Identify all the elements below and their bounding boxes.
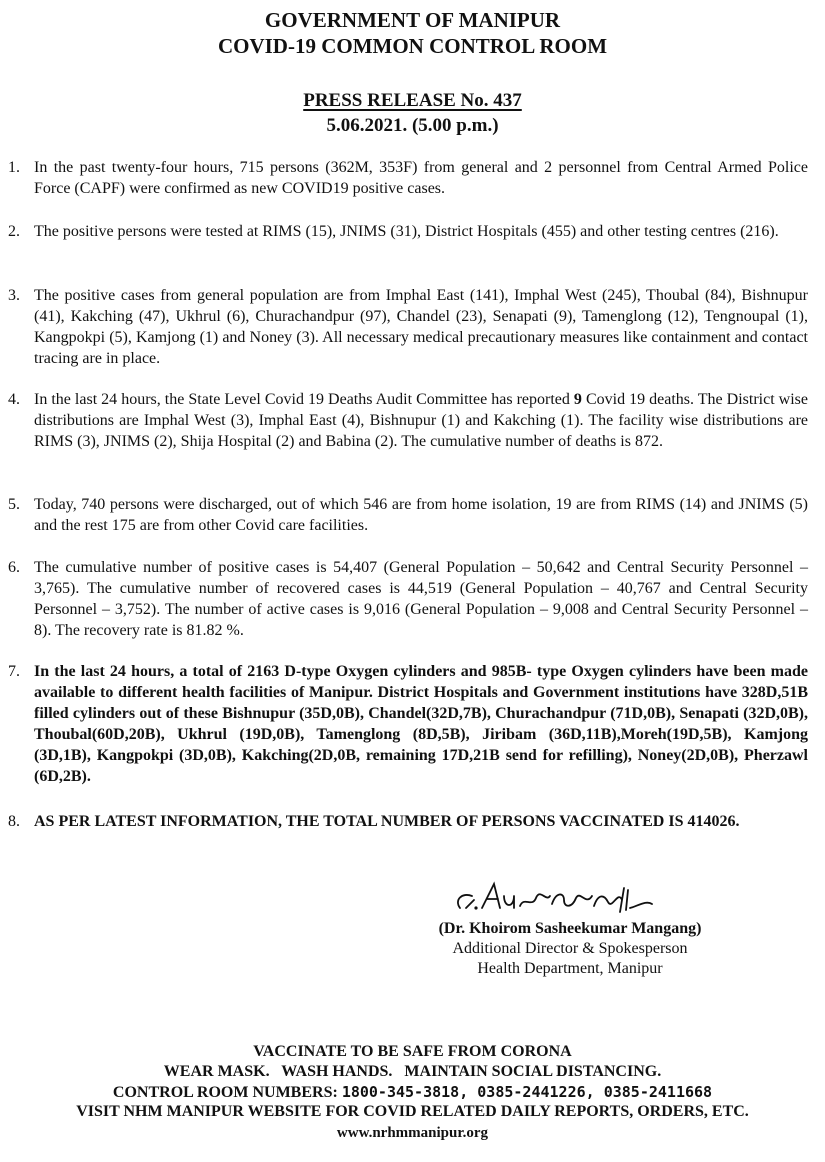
footer-vaccinate: VACCINATE TO BE SAFE FROM CORONA (253, 1043, 572, 1060)
press-release-number: PRESS RELEASE No. 437 (303, 90, 522, 111)
list-item (8, 661, 808, 787)
item-text: In the past twenty-four hours, 715 persons (362M, 353F) from general and 2 personnel from Central Armed Police Force (CAPF) were confirmed as new COVID19 positive cases. (34, 159, 808, 197)
item-number: 1. (8, 159, 20, 176)
footer-website-notice: VISIT NHM MANIPUR WEBSITE FOR COVID RELATED DAILY REPORTS, ORDERS, ETC. (76, 1103, 749, 1120)
signatory-designation: Additional Director & Spokesperson (452, 940, 688, 957)
item-number: 2. (8, 223, 20, 240)
item-number: 4. (8, 391, 20, 408)
item-text: In the last 24 hours, a total of 2163 D-type Oxygen cylinders and 985B- type Oxygen cylinders have been made available to different health facilities of Manipur. District Hospitals and Government institutions have 328D,51B filled cylinders out of these Bishnupur (35D,0B), Chandel(32D,7B), Churachandpur (71D,0B), Senapati (32D,0B), Thoubal(60D,20B), Ukhrul (19D,0B), Tamenglong (8D,5B), Jiribam (36D,11B),Moreh(19D,5B), Kamjong (3D,1B), Kangpokpi (3D,0B), Kakching(2D,0B, remaining 17D,21B send for refilling), Noney(2D,0B), Pherzawl (6D,2B). (34, 663, 808, 785)
item-number: 6. (8, 559, 20, 576)
item-text: AS PER LATEST INFORMATION, THE TOTAL NUMBER OF PERSONS VACCINATED IS 414026. (34, 813, 740, 830)
list-item (8, 494, 808, 536)
list-item (8, 389, 808, 452)
signatory-name: (Dr. Khoirom Sasheekumar Mangang) (438, 920, 702, 937)
header-government: GOVERNMENT OF MANIPUR (264, 8, 561, 32)
item-number: 3. (8, 287, 20, 304)
list-item (8, 285, 808, 369)
item-text: In the last 24 hours, the State Level Covid 19 Deaths Audit Committee has reported 9 Covid 19 deaths. The District wise distributions are Imphal West (3), Imphal East (4), Bishnupur (1) and Kakching (1). The facility wise distributions are RIMS (3), JNIMS (2), Shija Hospital (2) and Babina (2). The cumulative number of deaths is 872. (34, 391, 809, 450)
item-number: 7. (8, 663, 20, 680)
item-text: The positive cases from general population are from Imphal East (141), Imphal West (245), Thoubal (84), Bishnupur (41), Kakching (47), Ukhrul (6), Churachandpur (97), Chandel (23), Senapati (9), Tamenglong (12), Tengnoupal (1), Kangpokpi (5), Kamjong (1) and Noney (3). All necessary medical precautionary measures like containment and contact tracing are in place. (34, 287, 808, 367)
item-number: 5. (8, 496, 20, 513)
item-text: The positive persons were tested at RIMS (15), JNIMS (31), District Hospitals (455) and other testing centres (216). (34, 223, 779, 240)
header-control-room: COVID-19 COMMON CONTROL ROOM (217, 34, 608, 58)
list-item (8, 157, 808, 199)
footer-safety-advice: WEAR MASK. WASH HANDS. MAINTAIN SOCIAL DISTANCING. (163, 1063, 662, 1080)
item-text: The cumulative number of positive cases is 54,407 (General Population – 50,642 and Central Security Personnel – 3,765). The cumulative number of recovered cases is 44,519 (General Population – 40,767 and Central Security Personnel – 3,752). The number of active cases is 9,016 (General Population – 9,008 and Central Security Personnel – 8). The recovery rate is 81.82 %. (34, 559, 808, 639)
list-item (8, 221, 808, 242)
list-item (8, 811, 808, 832)
release-date-time: 5.06.2021. (5.00 p.m.) (326, 115, 499, 136)
item-text: Today, 740 persons were discharged, out of which 546 are from home isolation, 19 are from RIMS (14) and JNIMS (5) and the rest 175 are from other Covid care facilities. (34, 496, 808, 534)
list-item (8, 557, 808, 641)
footer-website-link[interactable]: www.nrhmmanipur.org (336, 1125, 489, 1141)
item-number: 8. (8, 813, 20, 830)
signature-icon (452, 878, 662, 922)
phone-numbers: 1800-345-3818, 0385-2441226, 0385-2411668 (341, 1083, 713, 1101)
deaths-count: 9 (573, 391, 582, 408)
footer-control-room-numbers: CONTROL ROOM NUMBERS: 1800-345-3818, 0385-2441226, 0385-2411668 (112, 1083, 713, 1101)
signatory-department: Health Department, Manipur (477, 960, 663, 977)
